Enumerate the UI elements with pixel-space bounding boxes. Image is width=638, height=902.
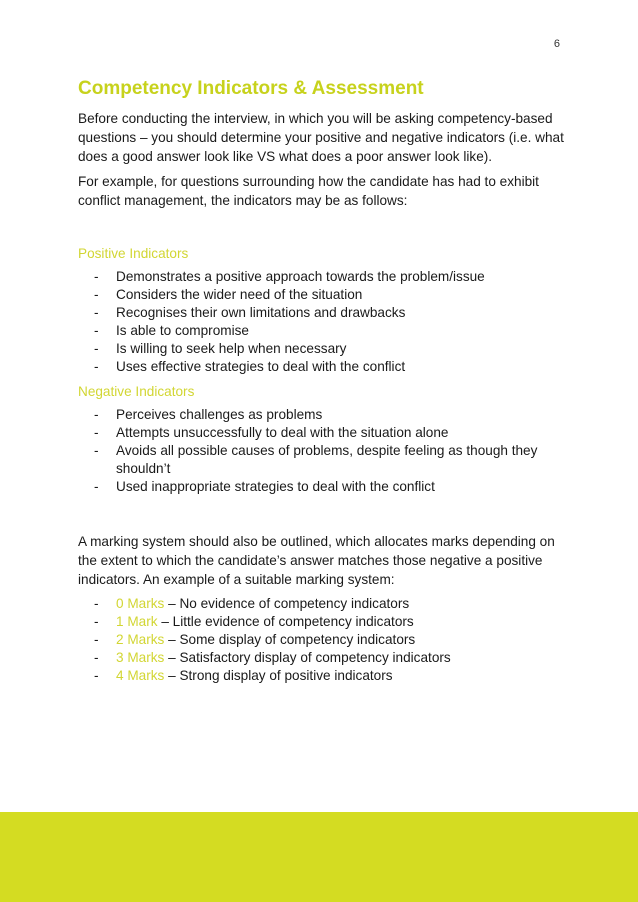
- dash-bullet: -: [94, 650, 99, 665]
- list-item-text: Is able to compromise: [116, 323, 249, 338]
- dash-bullet: -: [94, 614, 99, 629]
- dash-bullet: -: [94, 269, 99, 284]
- marking-paragraph: A marking system should also be outlined, which allocates marks depending on the extent to which the candidate’s answer matches those negative a positive indicators. An example of a suitable marking system:: [78, 534, 555, 587]
- list-item: [78, 304, 564, 322]
- mark-description: – Strong display of positive indicators: [164, 668, 393, 683]
- mark-label: 0 Marks: [116, 596, 165, 611]
- dash-bullet: -: [94, 359, 99, 374]
- page-title: Competency Indicators & Assessment: [78, 78, 424, 99]
- dash-bullet: -: [94, 596, 99, 611]
- dash-bullet: -: [94, 305, 99, 320]
- dash-bullet: -: [94, 341, 99, 356]
- mark-label: 3 Marks: [116, 650, 165, 665]
- marking-system-list: [78, 595, 564, 685]
- positive-indicators-list: [78, 268, 564, 376]
- intro-paragraph: Before conducting the interview, in which you will be asking competency-based questions – you should determine your positive and negative indicators (i.e. what does a good answer look like VS what does a poor answer look like).: [78, 111, 564, 164]
- spacer: [78, 502, 564, 532]
- list-item-text: Recognises their own limitations and drawbacks: [116, 305, 406, 320]
- dash-bullet: -: [94, 323, 99, 338]
- list-item: [78, 286, 564, 304]
- list-item: [78, 631, 564, 649]
- mark-description: – Some display of competency indicators: [164, 632, 416, 647]
- positive-indicators-heading: Positive Indicators: [78, 246, 189, 261]
- list-item: [78, 442, 564, 478]
- dash-bullet: -: [94, 479, 99, 494]
- list-item: [78, 268, 564, 286]
- list-item-text: Used inappropriate strategies to deal with the conflict: [116, 479, 435, 494]
- list-item: [78, 424, 564, 442]
- dash-bullet: -: [94, 425, 99, 440]
- mark-description: – No evidence of competency indicators: [164, 596, 410, 611]
- negative-indicators-heading: Negative Indicators: [78, 384, 195, 399]
- list-item: [78, 406, 564, 424]
- dash-bullet: -: [94, 407, 99, 422]
- list-item: [78, 649, 564, 667]
- list-item-text: Avoids all possible causes of problems, despite feeling as though they shouldn’t: [116, 443, 538, 476]
- mark-description: – Satisfactory display of competency indicators: [164, 650, 451, 665]
- list-item: [78, 358, 564, 376]
- list-item: [78, 322, 564, 340]
- list-item: [78, 595, 564, 613]
- list-item: [78, 478, 564, 496]
- footer-band: [0, 812, 638, 902]
- mark-label: 4 Marks: [116, 668, 165, 683]
- list-item: [78, 340, 564, 358]
- dash-bullet: -: [94, 632, 99, 647]
- list-item: [78, 667, 564, 685]
- mark-label: 2 Marks: [116, 632, 165, 647]
- intro-paragraph: For example, for questions surrounding how the candidate has had to exhibit conflict management, the indicators may be as follows:: [78, 174, 539, 208]
- dash-bullet: -: [94, 287, 99, 302]
- dash-bullet: -: [94, 443, 99, 458]
- list-item-text: Demonstrates a positive approach towards the problem/issue: [116, 269, 485, 284]
- list-item-text: Perceives challenges as problems: [116, 407, 323, 422]
- list-item-text: Attempts unsuccessfully to deal with the situation alone: [116, 425, 449, 440]
- spacer: [78, 216, 564, 244]
- mark-description: – Little evidence of competency indicators: [157, 614, 414, 629]
- page-number: 6: [553, 38, 560, 50]
- list-item-text: Uses effective strategies to deal with the conflict: [116, 359, 406, 374]
- list-item: [78, 613, 564, 631]
- negative-indicators-list: [78, 406, 564, 496]
- list-item-text: Is willing to seek help when necessary: [116, 341, 347, 356]
- list-item-text: Considers the wider need of the situation: [116, 287, 363, 302]
- mark-label: 1 Mark: [116, 614, 158, 629]
- dash-bullet: -: [94, 668, 99, 683]
- document-body: [78, 76, 564, 691]
